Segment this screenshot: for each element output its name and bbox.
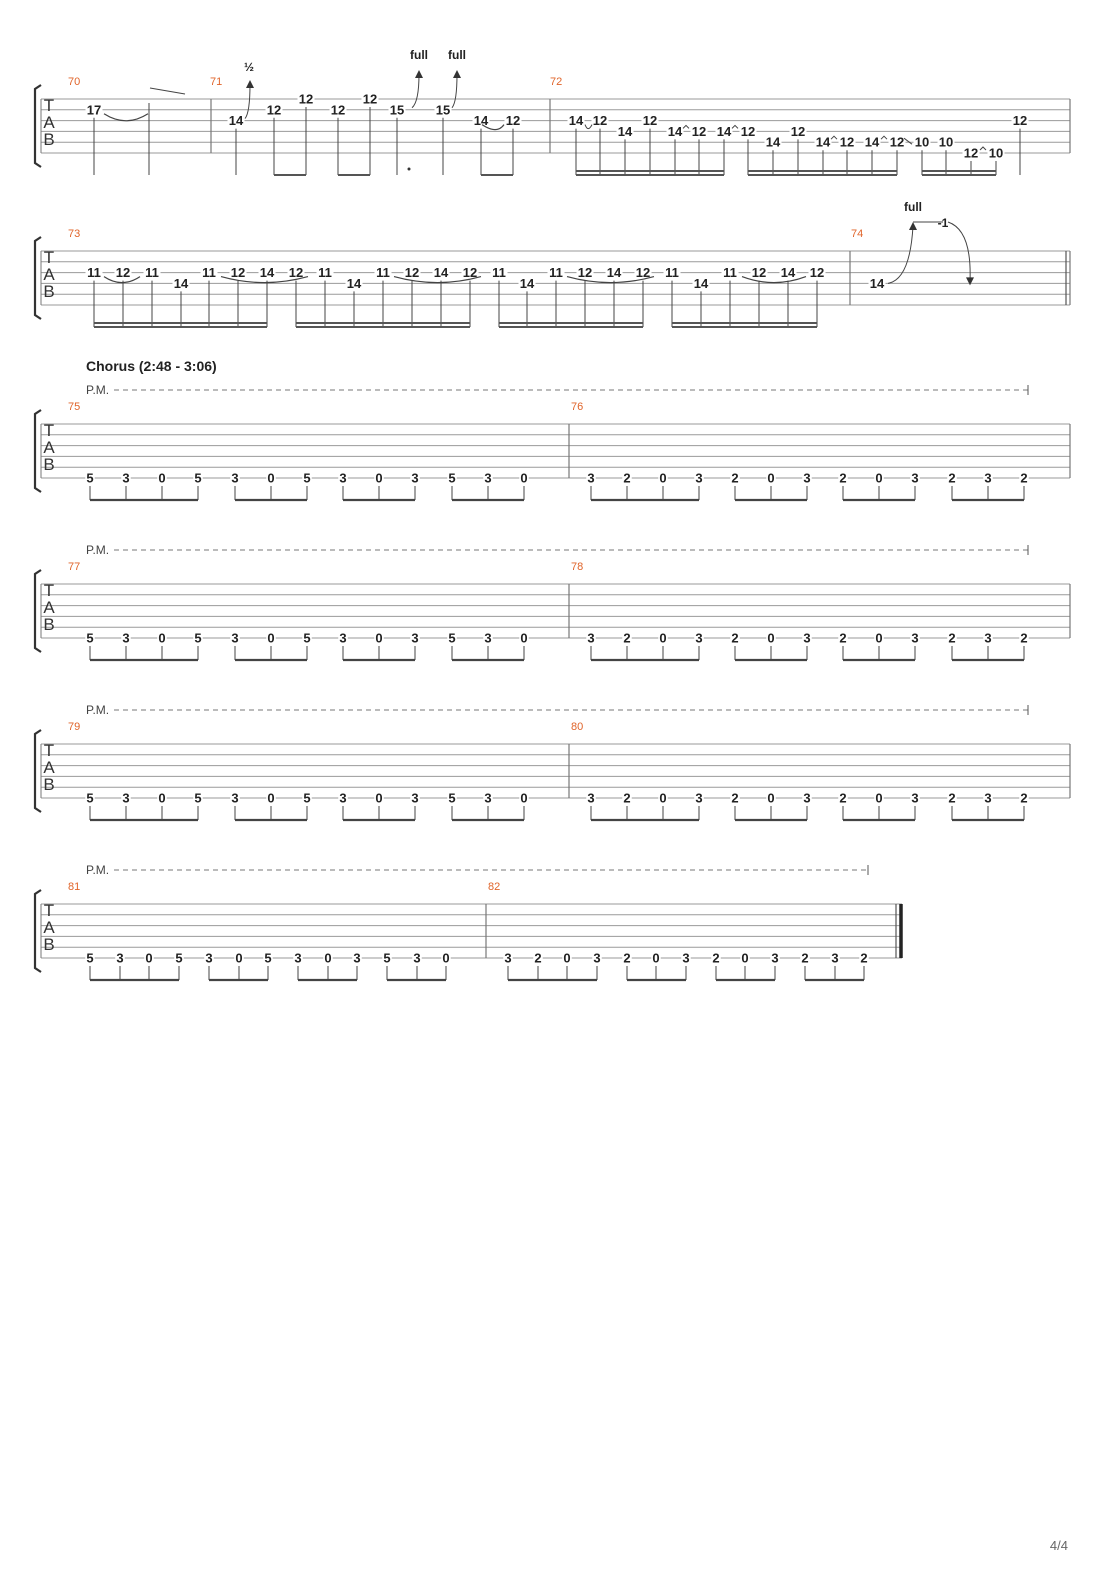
bend-label: full (448, 48, 466, 62)
fret-number: 3 (831, 950, 839, 966)
staff-bracket (35, 730, 41, 812)
fret-number: 12 (288, 265, 304, 281)
fret-number: 15 (435, 102, 451, 118)
fret-number: 12 (751, 265, 767, 281)
fret-number: 0 (375, 470, 383, 486)
fret-number: 2 (712, 950, 720, 966)
fret-number: 5 (303, 790, 311, 806)
page-number: 4/4 (1049, 1538, 1068, 1553)
bend-label: ½ (243, 60, 255, 74)
hammer-mark (683, 125, 689, 128)
tab-clef-t: T (43, 741, 55, 760)
fret-number: 3 (587, 470, 595, 486)
fret-number: 12 (691, 123, 707, 139)
tab-clef-b: B (43, 935, 55, 954)
staff-bracket (35, 570, 41, 652)
fret-number: 12 (635, 265, 651, 281)
fret-number: 0 (158, 470, 166, 486)
tab-clef-t: T (43, 901, 55, 920)
tab-clef-t: T (43, 581, 55, 600)
fret-number: 17 (86, 102, 102, 118)
fret-number: 3 (771, 950, 779, 966)
tab-clef-b: B (43, 615, 55, 634)
hammer-mark (980, 147, 986, 150)
tab-clef-a: A (43, 438, 55, 457)
fret-number: 5 (86, 950, 94, 966)
fret-number: 3 (911, 470, 919, 486)
fret-number: 2 (801, 950, 809, 966)
fret-number: 5 (448, 470, 456, 486)
fret-number: 0 (145, 950, 153, 966)
fret-number: 2 (623, 950, 631, 966)
fret-number: 3 (411, 470, 419, 486)
tab-clef-a: A (43, 598, 55, 617)
fret-number: 3 (231, 790, 239, 806)
fret-number: 3 (911, 630, 919, 646)
fret-number: 12 (809, 265, 825, 281)
fret-number: 3 (116, 950, 124, 966)
fret-number: 14 (815, 134, 831, 150)
fret-number: 14 (606, 265, 622, 281)
fret-number: 2 (623, 470, 631, 486)
release-arrow (966, 277, 974, 285)
measure-number: 82 (488, 881, 501, 893)
bend-arrow (909, 222, 917, 230)
staff-bracket (35, 85, 41, 167)
fret-number: 0 (158, 790, 166, 806)
fret-number: 12 (362, 91, 378, 107)
palm-mute-label: P.M. (86, 703, 110, 717)
fret-number: 5 (264, 950, 272, 966)
fret-number: 3 (294, 950, 302, 966)
fret-number: 5 (383, 950, 391, 966)
fret-number: 12 (266, 102, 282, 118)
fret-number: 14 (864, 134, 880, 150)
fret-number: 12 (963, 145, 979, 161)
fret-number: 3 (484, 630, 492, 646)
fret-number: 3 (353, 950, 361, 966)
fret-number: 0 (158, 630, 166, 646)
fret-number: 3 (484, 790, 492, 806)
fret-number: 12 (230, 265, 246, 281)
fret-number: 14 (433, 265, 449, 281)
palm-mute-label: P.M. (86, 863, 110, 877)
fret-number: 3 (695, 470, 703, 486)
fret-number: 3 (122, 630, 130, 646)
section-title: Chorus (2:48 - 3:06) (86, 358, 217, 374)
fret-number: 2 (839, 470, 847, 486)
fret-number: 2 (731, 790, 739, 806)
bend-label: -1 (937, 216, 949, 230)
tab-clef-a: A (43, 113, 55, 132)
measure-number: 77 (68, 561, 81, 573)
measure-number: 78 (571, 561, 584, 573)
fret-number: 3 (593, 950, 601, 966)
fret-number: 5 (86, 470, 94, 486)
fret-number: 12 (330, 102, 346, 118)
fret-number: 5 (175, 950, 183, 966)
tab-clef-t: T (43, 248, 55, 267)
fret-number: 2 (860, 950, 868, 966)
fret-number: 11 (723, 265, 737, 281)
fret-number: 5 (86, 630, 94, 646)
fret-number: 2 (1020, 470, 1028, 486)
measure-number: 81 (68, 881, 81, 893)
fret-number: 0 (267, 470, 275, 486)
fret-number: 3 (122, 470, 130, 486)
measure-number: 74 (851, 228, 864, 240)
fret-number: 3 (695, 790, 703, 806)
tab-clef-b: B (43, 455, 55, 474)
fret-number: 15 (389, 102, 405, 118)
fret-number: 12 (298, 91, 314, 107)
fret-number: 14 (693, 275, 709, 291)
fret-number: 12 (115, 265, 131, 281)
fret-number: 3 (122, 790, 130, 806)
fret-number: 12 (505, 113, 521, 129)
fret-number: 14 (869, 275, 885, 291)
fret-number: 0 (375, 790, 383, 806)
fret-number: 3 (682, 950, 690, 966)
fret-number: 2 (1020, 630, 1028, 646)
fret-number: 2 (623, 630, 631, 646)
fret-number: 2 (948, 790, 956, 806)
fret-number: 3 (984, 630, 992, 646)
fret-number: 12 (462, 265, 478, 281)
fret-number: 0 (375, 630, 383, 646)
bend-arrow (415, 70, 423, 78)
hammer-mark (881, 136, 887, 139)
tab-clef-b: B (43, 775, 55, 794)
fret-number: 3 (695, 630, 703, 646)
fret-number: 11 (145, 265, 159, 281)
tab-clef-a: A (43, 758, 55, 777)
fret-number: 10 (938, 134, 954, 150)
fret-number: 5 (448, 790, 456, 806)
fret-number: 3 (411, 790, 419, 806)
fret-number: 3 (587, 790, 595, 806)
palm-mute-label: P.M. (86, 543, 110, 557)
fret-number: 3 (231, 470, 239, 486)
bend-curve (245, 84, 250, 119)
fret-number: 0 (267, 790, 275, 806)
fret-number: 0 (442, 950, 450, 966)
fret-number: 10 (914, 134, 930, 150)
fret-number: 2 (839, 790, 847, 806)
fret-number: 3 (803, 630, 811, 646)
fret-number: 3 (911, 790, 919, 806)
bend-label: full (410, 48, 428, 62)
fret-number: 14 (259, 265, 275, 281)
fret-number: 0 (324, 950, 332, 966)
fret-number: 3 (803, 470, 811, 486)
fret-number: 3 (339, 790, 347, 806)
fret-number: 11 (376, 265, 390, 281)
fret-number: 11 (202, 265, 216, 281)
tab-clef-t: T (43, 421, 55, 440)
fret-number: 11 (665, 265, 679, 281)
fret-number: 14 (716, 123, 732, 139)
tab-clef-b: B (43, 282, 55, 301)
fret-number: 5 (86, 790, 94, 806)
fret-number: 14 (173, 275, 189, 291)
fret-number: 2 (731, 630, 739, 646)
fret-number: 5 (303, 470, 311, 486)
fret-number: 0 (875, 790, 883, 806)
fret-number: 0 (767, 470, 775, 486)
fret-number: 3 (984, 470, 992, 486)
tab-clef-t: T (43, 96, 55, 115)
staff-bracket (35, 410, 41, 492)
fret-number: 5 (448, 630, 456, 646)
fret-number: 3 (339, 470, 347, 486)
fret-number: 2 (948, 470, 956, 486)
tab-clef-a: A (43, 918, 55, 937)
fret-number: 2 (623, 790, 631, 806)
fret-number: 12 (740, 123, 756, 139)
fret-number: 0 (659, 790, 667, 806)
fret-number: 5 (303, 630, 311, 646)
measure-number: 79 (68, 721, 81, 733)
measure-number: 80 (571, 721, 584, 733)
hammer-mark (732, 125, 738, 128)
fret-number: 14 (228, 113, 244, 129)
fret-number: 0 (741, 950, 749, 966)
fret-number: 12 (642, 113, 658, 129)
tab-clef-a: A (43, 265, 55, 284)
fret-number: 12 (1012, 113, 1028, 129)
fret-number: 12 (404, 265, 420, 281)
fret-number: 0 (659, 470, 667, 486)
bend-arrow (453, 70, 461, 78)
fret-number: 3 (984, 790, 992, 806)
measure-number: 71 (210, 76, 223, 88)
bend-label: full (904, 200, 922, 214)
bend-curve (412, 74, 419, 108)
fret-number: 3 (231, 630, 239, 646)
fret-number: 3 (803, 790, 811, 806)
fret-number: 12 (790, 123, 806, 139)
fret-number: 2 (1020, 790, 1028, 806)
fret-number: 3 (504, 950, 512, 966)
fret-number: 14 (765, 134, 781, 150)
fret-number: 3 (205, 950, 213, 966)
fret-number: 12 (889, 134, 905, 150)
fret-number: 3 (587, 630, 595, 646)
bend-arrow (246, 80, 254, 88)
tie-slur (104, 114, 148, 121)
fret-number: 5 (194, 470, 202, 486)
fret-number: 14 (473, 113, 489, 129)
fret-number: 0 (520, 790, 528, 806)
measure-number: 75 (68, 401, 81, 413)
fret-number: 0 (652, 950, 660, 966)
fret-number: 3 (413, 950, 421, 966)
measure-number: 76 (571, 401, 584, 413)
palm-mute-label: P.M. (86, 383, 110, 397)
fret-number: 0 (875, 470, 883, 486)
fret-number: 14 (617, 123, 633, 139)
fret-number: 0 (767, 630, 775, 646)
staff-bracket (35, 890, 41, 972)
bend-curve (452, 74, 457, 108)
dot (408, 168, 411, 171)
fret-number: 11 (492, 265, 506, 281)
fret-number: 11 (87, 265, 101, 281)
fret-number: 0 (520, 470, 528, 486)
fret-number: 3 (339, 630, 347, 646)
fret-number: 3 (411, 630, 419, 646)
tab-clef-b: B (43, 130, 55, 149)
fret-number: 0 (563, 950, 571, 966)
fret-number: 14 (568, 113, 584, 129)
fret-number: 0 (767, 790, 775, 806)
slide-line (150, 88, 185, 94)
hammer-mark (831, 136, 837, 139)
fret-number: 14 (780, 265, 796, 281)
fret-number: 2 (534, 950, 542, 966)
fret-number: 3 (484, 470, 492, 486)
fret-number: 2 (839, 630, 847, 646)
fret-number: 0 (235, 950, 243, 966)
fret-number: 12 (577, 265, 593, 281)
fret-number: 5 (194, 630, 202, 646)
measure-number: 72 (550, 76, 563, 88)
fret-number: 0 (267, 630, 275, 646)
fret-number: 12 (592, 113, 608, 129)
fret-number: 12 (839, 134, 855, 150)
fret-number: 5 (194, 790, 202, 806)
measure-number: 70 (68, 76, 81, 88)
measure-number: 73 (68, 228, 81, 240)
fret-number: 0 (659, 630, 667, 646)
fret-number: 14 (346, 275, 362, 291)
fret-number: 11 (318, 265, 332, 281)
fret-number: 14 (667, 123, 683, 139)
bend-curve (888, 226, 913, 283)
fret-number: 2 (731, 470, 739, 486)
fret-number: 0 (875, 630, 883, 646)
slur (585, 125, 592, 129)
fret-number: 2 (948, 630, 956, 646)
fret-number: 11 (549, 265, 563, 281)
fret-number: 0 (520, 630, 528, 646)
fret-number: 10 (988, 145, 1004, 161)
staff-bracket (35, 237, 41, 319)
fret-number: 14 (519, 275, 535, 291)
